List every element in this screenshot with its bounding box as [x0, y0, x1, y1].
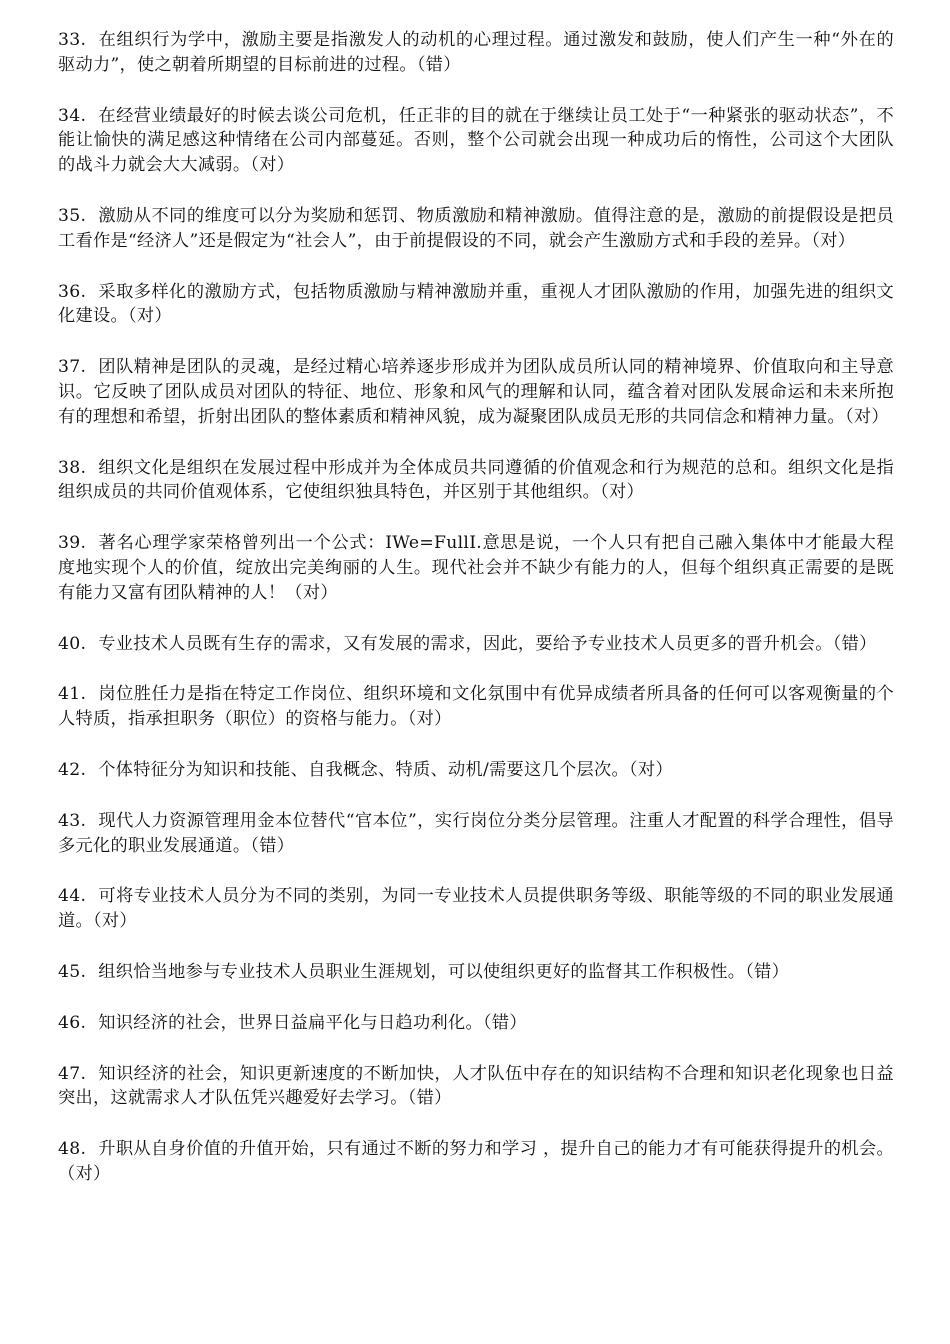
question-number: 37.	[58, 357, 87, 378]
question-text: 现代人力资源管理用金本位替代“官本位”，实行岗位分类分层管理。注重人才配置的科学合理性，倡导多元化的职业发展通道。（错）	[58, 810, 894, 856]
question-text: 个体特征分为知识和技能、自我概念、特质、动机/需要这几个层次。（对）	[98, 759, 673, 780]
question-item	[58, 104, 894, 178]
question-text: 激励从不同的维度可以分为奖励和惩罚、物质激励和精神激励。值得注意的是，激励的前提假设是把员工看作是“经济人”还是假定为“社会人”，由于前提假设的不同，就会产生激励方式和手段的差异。（对）	[58, 205, 894, 251]
question-number: 46.	[58, 1012, 87, 1033]
question-item	[58, 1062, 894, 1112]
question-item	[58, 531, 894, 605]
question-number: 38.	[58, 457, 87, 478]
question-number: 36.	[58, 281, 87, 302]
question-text: 专业技术人员既有生存的需求，又有发展的需求，因此，要给予专业技术人员更多的晋升机会。（错）	[98, 633, 877, 654]
question-text: 知识经济的社会，世界日益扁平化与日趋功利化。（错）	[98, 1012, 527, 1033]
question-number: 41.	[58, 684, 87, 705]
question-item	[58, 456, 894, 506]
question-item	[58, 960, 894, 985]
question-number: 40.	[58, 633, 87, 654]
question-item	[58, 28, 894, 78]
question-item	[58, 758, 894, 783]
question-item	[58, 204, 894, 254]
question-number: 45.	[58, 961, 87, 982]
question-number: 44.	[58, 886, 87, 907]
question-number: 47.	[58, 1063, 87, 1084]
question-text: 在经营业绩最好的时候去谈公司危机，任正非的目的就在于继续让员工处于“一种紧张的驱动状态”，不能让愉快的满足感这种情绪在公司内部蔓延。否则，整个公司就会出现一种成功后的惰性，公司这个大团队的战斗力就会大大减弱。（对）	[58, 105, 894, 176]
question-text: 在组织行为学中，激励主要是指激发人的动机的心理过程。通过激发和鼓励，使人们产生一种“外在的驱动力”，使之朝着所期望的目标前进的过程。（错）	[58, 30, 894, 75]
question-item	[58, 682, 894, 732]
question-text: 采取多样化的激励方式，包括物质激励与精神激励并重，重视人才团队激励的作用，加强先进的组织文化建设。（对）	[58, 281, 894, 327]
question-text: 岗位胜任力是指在特定工作岗位、组织环境和文化氛围中有优异成绩者所具备的任何可以客观衡量的个人特质，指承担职务（职位）的资格与能力。（对）	[58, 684, 894, 730]
question-number: 39.	[58, 533, 87, 554]
question-text: 团队精神是团队的灵魂，是经过精心培养逐步形成并为团队成员所认同的精神境界、价值取向和主导意识。它反映了团队成员对团队的特征、地位、形象和风气的理解和认同，蕴含着对团队发展命运和未来所抱有的理想和希望，折射出团队的整体素质和精神风貌，成为凝聚团队成员无形的共同信念和精神力量。（对）	[58, 357, 894, 427]
question-text: 升职从自身价值的升值开始，只有通过不断的努力和学习 ，提升自己的能力才有可能获得提升的机会。（对）	[58, 1139, 894, 1184]
question-item	[58, 280, 894, 330]
question-item	[58, 632, 894, 657]
question-item	[58, 1011, 894, 1036]
question-item	[58, 355, 894, 429]
question-item	[58, 884, 894, 934]
question-text: 可将专业技术人员分为不同的类别，为同一专业技术人员提供职务等级、职能等级的不同的职业发展通道。（对）	[58, 886, 894, 932]
question-text: 著名心理学家荣格曾列出一个公式：IWe=FullI.意思是说，一个人只有把自己融入集体中才能最大程度地实现个人的价值，绽放出完美绚丽的人生。现代社会并不缺少有能力的人，但每个组织真正需要的是既有能力又富有团队精神的人！（对）	[58, 533, 894, 603]
question-item	[58, 1137, 894, 1187]
question-number: 43.	[58, 810, 87, 831]
question-number: 42.	[58, 759, 87, 780]
question-number: 34.	[58, 105, 87, 126]
question-text: 组织文化是组织在发展过程中形成并为全体成员共同遵循的价值观念和行为规范的总和。组织文化是指组织成员的共同价值观体系，它使组织独具特色，并区别于其他组织。（对）	[58, 457, 894, 503]
document-page	[58, 28, 894, 1213]
question-number: 33.	[58, 30, 87, 50]
question-item	[58, 809, 894, 859]
question-text: 知识经济的社会，知识更新速度的不断加快，人才队伍中存在的知识结构不合理和知识老化现象也日益突出，这就需求人才队伍凭兴趣爱好去学习。（错）	[58, 1063, 894, 1109]
question-number: 35.	[58, 205, 87, 226]
question-text: 组织恰当地参与专业技术人员职业生涯规划，可以使组织更好的监督其工作积极性。（错）	[98, 961, 790, 982]
question-number: 48.	[58, 1139, 87, 1160]
